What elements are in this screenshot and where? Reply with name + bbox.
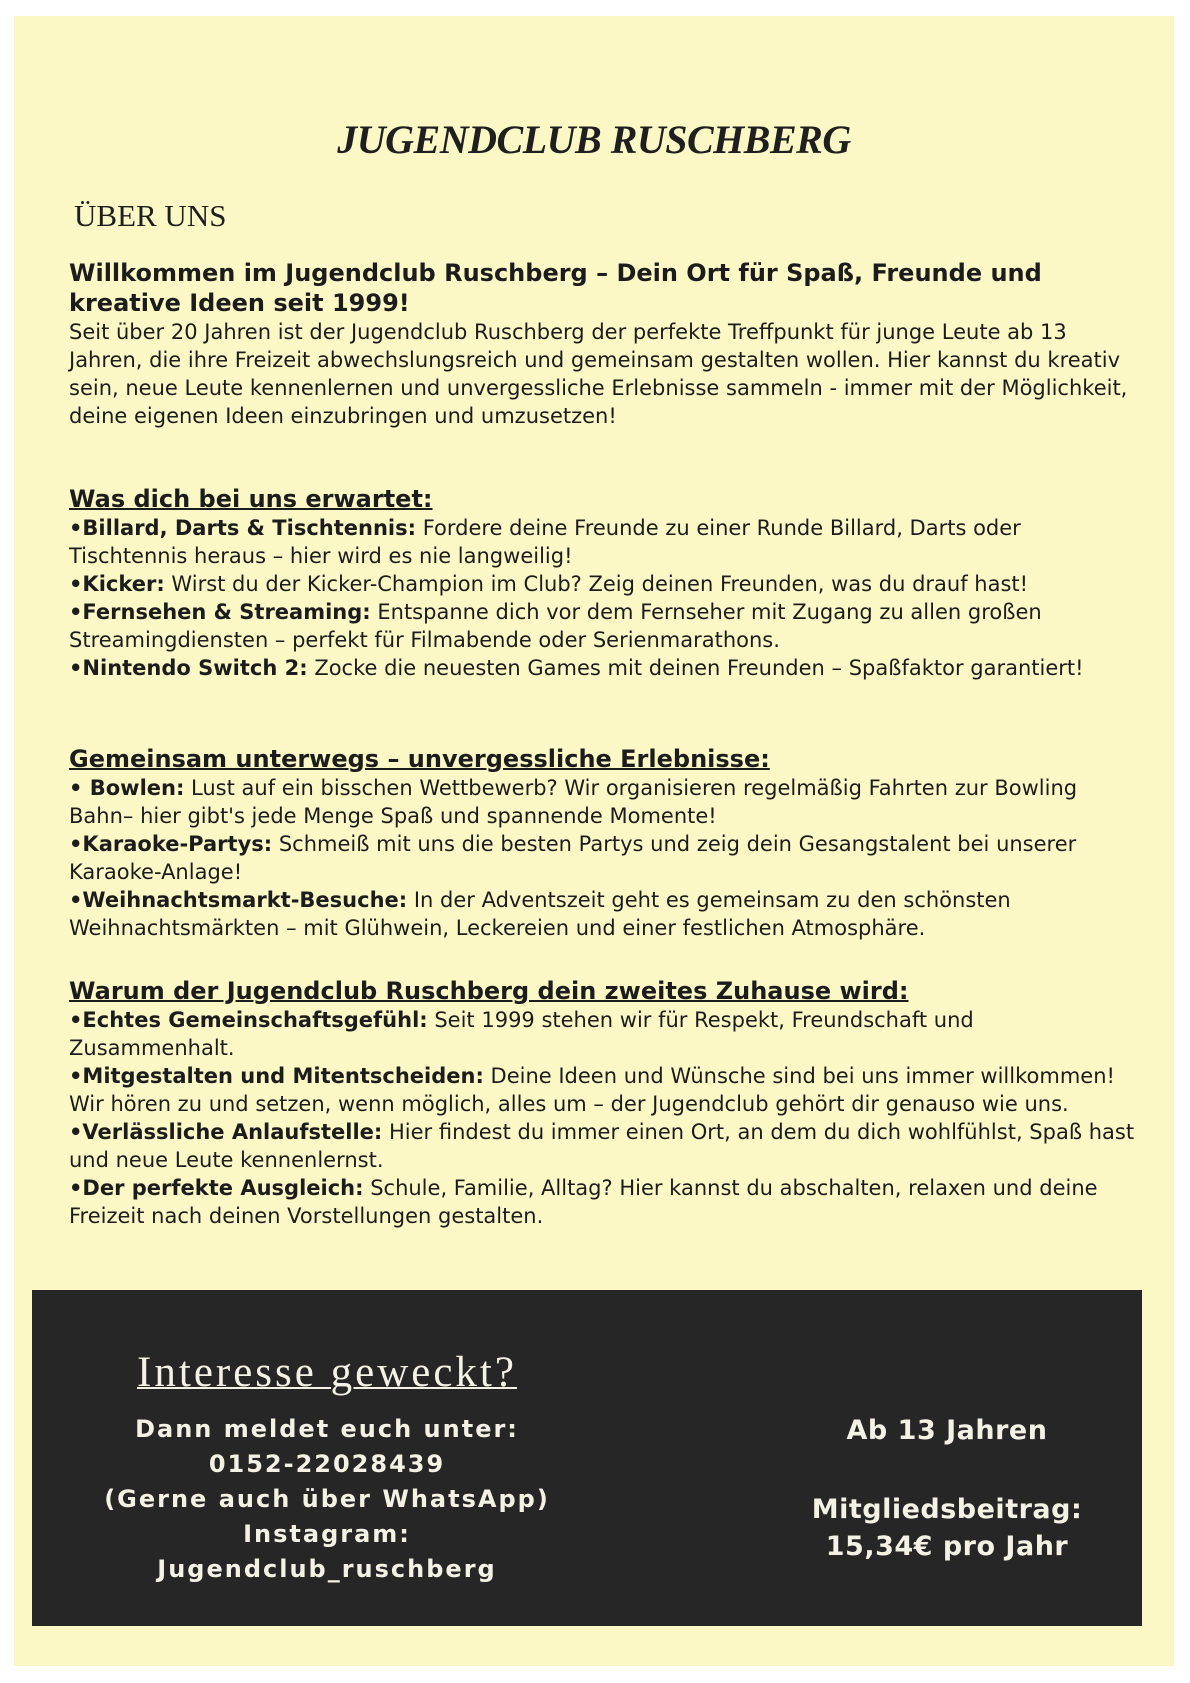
- list-item: [69, 1006, 1139, 1062]
- membership-info: [782, 1412, 1112, 1565]
- list-item: [69, 886, 1139, 942]
- item-text: Schule, Familie, Alltag? Hier kannst du abschalten, relaxen und deine Freizeit nach deinen Vorstellungen gestalten.: [69, 1176, 1098, 1228]
- instagram-handle: Jugendclub_ruschberg: [157, 1555, 497, 1583]
- list-item: [69, 514, 1139, 570]
- item-label: •Kicker:: [69, 572, 165, 596]
- item-text: Entspanne dich vor dem Fernseher mit Zugang zu allen großen Streamingdiensten – perfekt für Filmabende oder Serienmarathons.: [69, 600, 1042, 652]
- flyer-page: [14, 16, 1174, 1666]
- list-item: [69, 1174, 1139, 1230]
- list-item: [69, 654, 1139, 682]
- item-label: • Bowlen:: [69, 776, 185, 800]
- item-text: In der Adventszeit geht es gemeinsam zu den schönsten Weihnachtsmärkten – mit Glühwein, Leckereien und einer festlichen Atmosphäre.: [69, 888, 1011, 940]
- item-text: Deine Ideen und Wünsche sind bei uns immer willkommen! Wir hören zu und setzen, wenn möglich, alles um – der Jugendclub gehört dir genauso wie uns.: [69, 1064, 1115, 1116]
- list-item: [69, 1118, 1139, 1174]
- intro-block: [69, 258, 1139, 430]
- item-text: Fordere deine Freunde zu einer Runde Billard, Darts oder Tischtennis heraus – hier wird es nie langweilig!: [69, 516, 1021, 568]
- section-offers: [69, 484, 1139, 682]
- contact-line: Instagram:: [243, 1520, 411, 1548]
- page-title: JUGENDCLUB RUSCHBERG: [337, 117, 851, 162]
- contact-line: Dann meldet euch unter:: [135, 1415, 519, 1443]
- section-heading: Was dich bei uns erwartet:: [69, 485, 433, 513]
- item-text: Wirst du der Kicker-Champion im Club? Zeig deinen Freunden, was du drauf hast!: [164, 572, 1029, 596]
- item-text: Lust auf ein bisschen Wettbewerb? Wir organisieren regelmäßig Fahrten zur Bowling Bahn– hier gibt's jede Menge Spaß und spannende Momente!: [69, 776, 1078, 828]
- cta-heading: Interesse geweckt?: [137, 1349, 517, 1396]
- list-item: [69, 570, 1139, 598]
- item-label: •Weihnachtsmarkt-Besuche:: [69, 888, 408, 912]
- section-heading: Warum der Jugendclub Ruschberg dein zweites Zuhause wird:: [69, 977, 909, 1005]
- contact-info: [32, 1412, 622, 1587]
- item-label: •Fernsehen & Streaming:: [69, 600, 371, 624]
- section-reasons: [69, 976, 1139, 1230]
- list-item: [69, 1062, 1139, 1118]
- fee-value: 15,34€ pro Jahr: [825, 1531, 1069, 1562]
- intro-text: Seit über 20 Jahren ist der Jugendclub Ruschberg der perfekte Treffpunkt für junge Leute ab 13 Jahren, die ihre Freizeit abwechslungsreich und gemeinsam gestalten wollen. Hier kannst du kreativ sein, neue Leute kennenlernen und unvergessliche Erlebnisse sammeln - immer mit der Möglichkeit, deine eigenen Ideen einzubringen und umzusetzen!: [69, 320, 1128, 428]
- item-text: Hier findest du immer einen Ort, an dem du dich wohlfühlst, Spaß hast und neue Leute kennenlernst.: [69, 1120, 1135, 1172]
- item-label: •Karaoke-Partys:: [69, 832, 273, 856]
- intro-lead: Willkommen im Jugendclub Ruschberg – Dein Ort für Spaß, Freunde und kreative Ideen seit 1999!: [69, 259, 1042, 317]
- item-label: •Der perfekte Ausgleich:: [69, 1176, 364, 1200]
- item-label: •Mitgestalten und Mitentscheiden:: [69, 1064, 484, 1088]
- list-item: [69, 598, 1139, 654]
- list-item: [69, 774, 1139, 830]
- fee-label: Mitgliedsbeitrag:: [811, 1494, 1083, 1525]
- age-label: Ab 13 Jahren: [846, 1415, 1048, 1446]
- item-label: •Echtes Gemeinschaftsgefühl:: [69, 1008, 428, 1032]
- list-item: [69, 830, 1139, 886]
- section-heading: Gemeinsam unterwegs – unvergessliche Erlebnisse:: [69, 745, 770, 773]
- item-text: Seit 1999 stehen wir für Respekt, Freundschaft und Zusammenhalt.: [69, 1008, 974, 1060]
- phone-number: 0152-22028439: [208, 1450, 446, 1478]
- item-label: •Verlässliche Anlaufstelle:: [69, 1120, 383, 1144]
- item-label: •Billard, Darts & Tischtennis:: [69, 516, 417, 540]
- item-label: •Nintendo Switch 2:: [69, 656, 308, 680]
- section-trips: [69, 744, 1139, 942]
- contact-box: [32, 1290, 1142, 1626]
- item-text: Schmeiß mit uns die besten Partys und zeig dein Gesangstalent bei unserer Karaoke-Anlage!: [69, 832, 1077, 884]
- item-text: Zocke die neuesten Games mit deinen Freunden – Spaßfaktor garantiert!: [307, 656, 1084, 680]
- contact-line: (Gerne auch über WhatsApp): [104, 1485, 550, 1513]
- about-heading: ÜBER UNS: [74, 198, 227, 233]
